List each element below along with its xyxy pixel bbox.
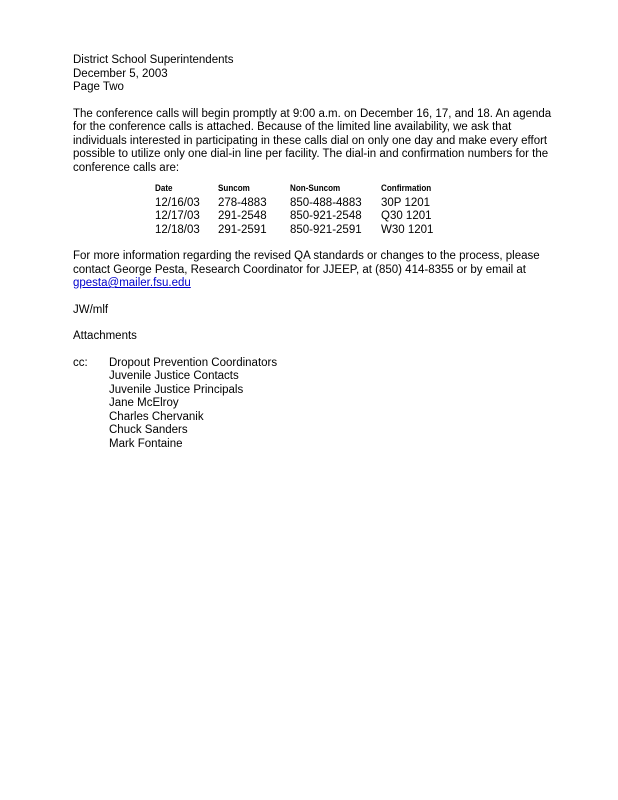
header-suncom: Suncom: [218, 183, 250, 194]
list-item: Juvenile Justice Contacts: [109, 370, 239, 382]
list-item: Mark Fontaine: [109, 437, 183, 450]
table-row: [155, 224, 451, 238]
table-row: [155, 210, 451, 224]
cell-date: 12/18/03: [155, 223, 200, 236]
cc-block: [73, 357, 563, 452]
list-item: Juvenile Justice Principals: [109, 383, 244, 396]
letter-page: [73, 54, 563, 451]
cell-non-suncom: 850-488-4883: [290, 196, 362, 209]
cell-confirmation: 30P 1201: [381, 196, 431, 209]
cell-non-suncom: 850-921-2591: [290, 223, 362, 236]
cell-date: 12/17/03: [155, 210, 200, 222]
cell-date: 12/16/03: [155, 196, 200, 209]
header-non-suncom: Non-Suncom: [290, 183, 341, 194]
attachments-line: Attachments: [73, 330, 137, 342]
cell-confirmation: W30 1201: [381, 223, 434, 236]
list-item: Chuck Sanders: [109, 424, 188, 436]
cell-non-suncom: 850-921-2548: [290, 210, 362, 222]
list-item: Jane McElroy: [109, 397, 179, 409]
cc-list: [109, 357, 277, 452]
email-link[interactable]: gpesta@mailer.fsu.edu: [73, 277, 191, 289]
list-item: Charles Chervanik: [109, 410, 204, 423]
cc-label: cc:: [73, 356, 88, 369]
recipient-line: District School Superintendents: [73, 54, 234, 66]
page-number-line: Page Two: [73, 81, 124, 93]
header-confirmation: Confirmation: [381, 183, 432, 194]
table-header-row: [155, 182, 451, 197]
initials-line: JW/mlf: [73, 303, 109, 316]
cell-suncom: 278-4883: [218, 196, 267, 209]
cell-suncom: 291-2591: [218, 223, 267, 236]
table-row: [155, 197, 451, 211]
contact-paragraph: [73, 250, 553, 291]
list-item: Dropout Prevention Coordinators: [109, 356, 278, 369]
contact-text: For more information regarding the revised QA standards or changes to the process, please contact George Pesta, Research Coordinator for JJEEP, at (850) 414-8355 or by email at: [73, 250, 540, 276]
header-date: Date: [155, 183, 173, 194]
conference-call-paragraph: The conference calls will begin promptly at 9:00 a.m. on December 16, 17, and 18. An agenda for the conference calls is attached. Because of the limited line availability, we ask that individuals interested in participating in these calls dial on only one day and make every effort possible to utilize only one dial-in line per facility. The dial-in and confirmation numbers for the conference calls are:: [73, 107, 552, 174]
cell-suncom: 291-2548: [218, 210, 267, 222]
dial-in-numbers-table: [155, 182, 451, 237]
date-line: December 5, 2003: [73, 67, 168, 80]
cell-confirmation: Q30 1201: [381, 210, 432, 222]
